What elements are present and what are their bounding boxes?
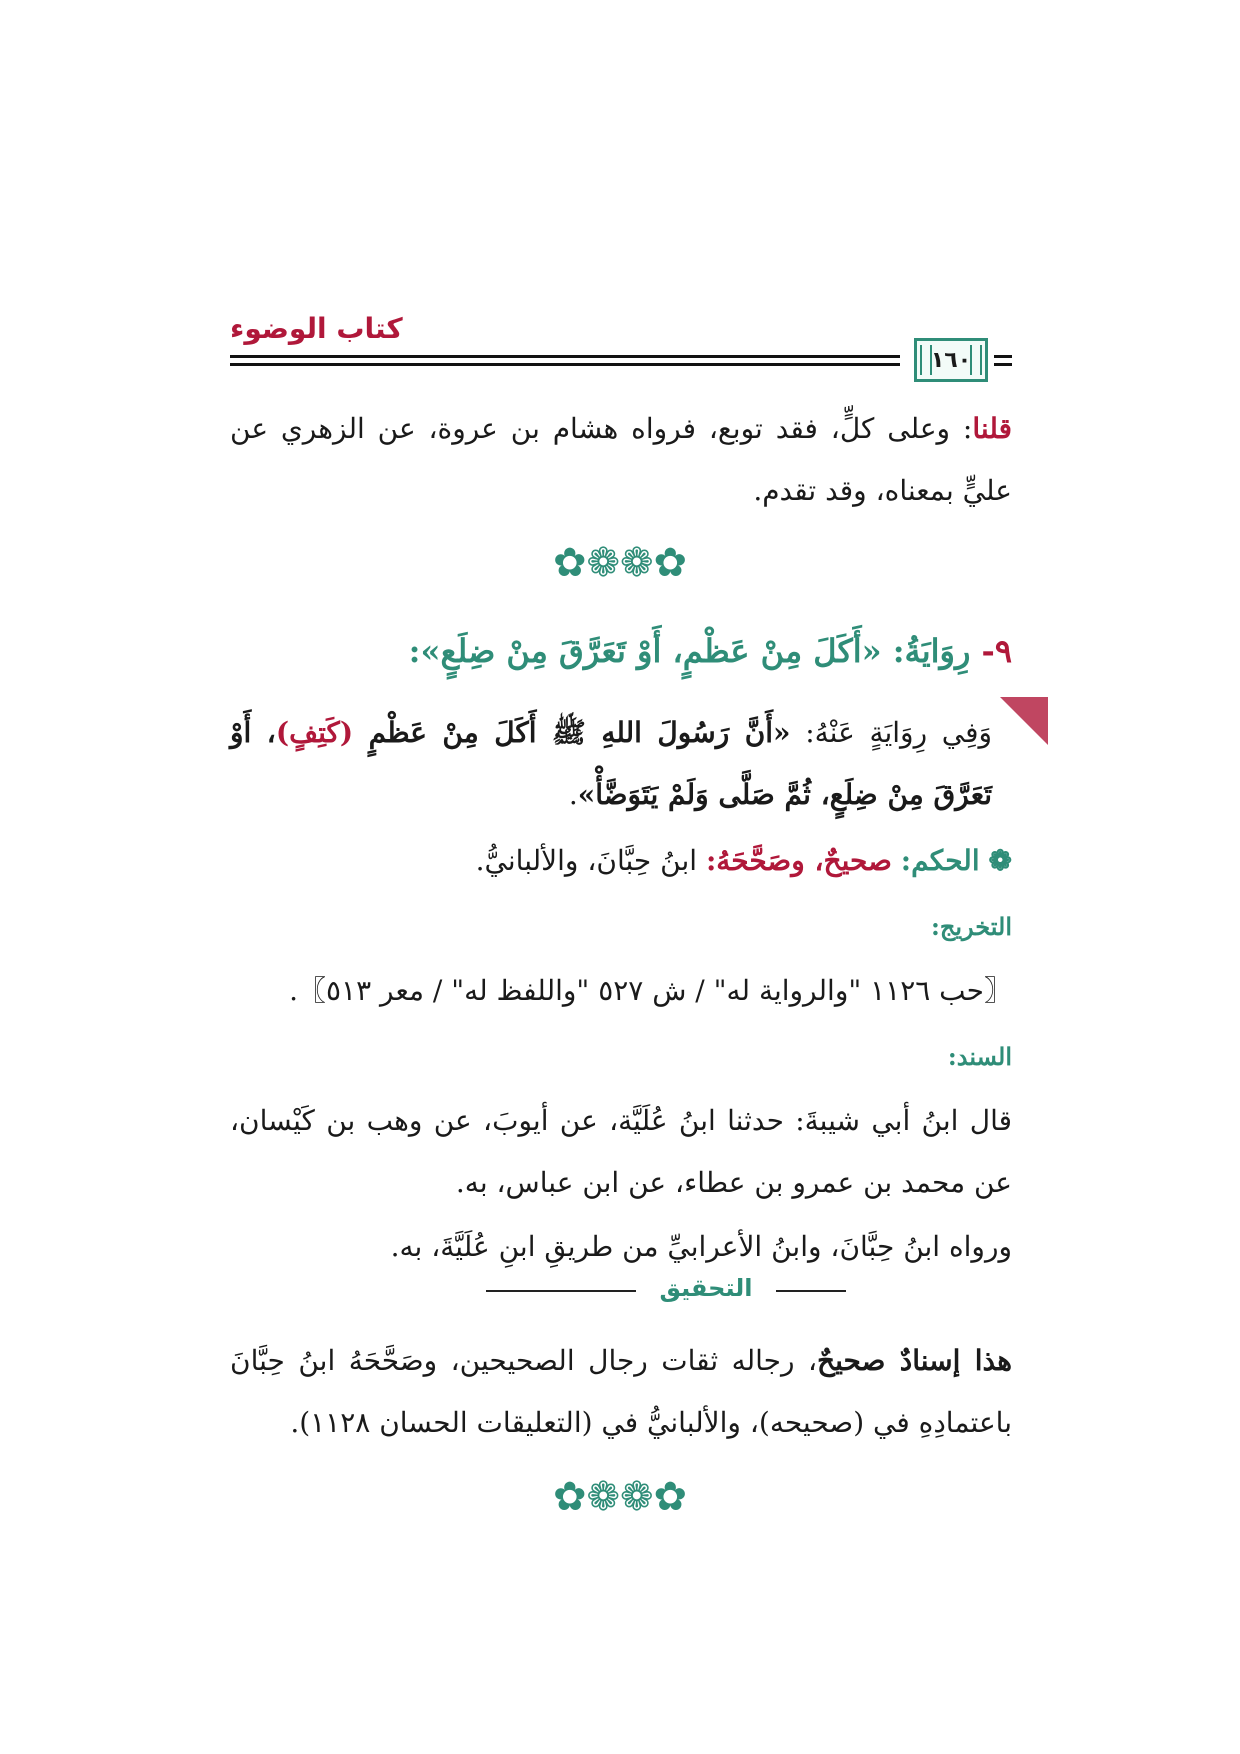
intro-label: قلنا <box>972 412 1012 445</box>
section-ornament: ✿❁❁✿ <box>552 540 688 586</box>
flower-icon: ❁ <box>988 844 1012 877</box>
takhrij-label: التخريج: <box>931 912 1012 941</box>
book-title: كتاب الوضوء <box>230 312 403 345</box>
narration-bold-1: «أَنَّ رَسُولَ اللهِ ﷺ أَكَلَ مِنْ عَظْمٍ <box>353 716 791 749</box>
section-title <box>230 632 1012 670</box>
tahqiq-divider-right <box>776 1290 846 1292</box>
tahqiq-label <box>636 1274 776 1302</box>
corner-decoration <box>1000 697 1048 745</box>
ruling-label: الحكم: <box>900 844 980 877</box>
sanad-text: قال ابنُ أبي شيبةَ: حدثنا ابنُ عُلَيَّة، عن أيوبَ، عن وهب بن كَيْسان، عن محمد بن عمرو بن عطاء، عن ابن عباس، به. <box>230 1104 1012 1199</box>
narration-paragraph <box>230 702 992 826</box>
bottom-ornament: ✿❁❁✿ <box>552 1474 688 1520</box>
ruling-value: صحيحٌ، وصَحَّحَهُ: <box>705 844 892 877</box>
header-rule-left-2 <box>230 363 900 366</box>
rawah-text: ورواه ابنُ حِبَّانَ، وابنُ الأعرابيِّ من طريقِ ابنِ عُلَيَّةَ، به. <box>390 1230 1012 1263</box>
intro-text: : وعلى كلٍّ، فقد توبع، فرواه هشام بن عروة، عن الزهري عن عليٍّ بمعناه، وقد تقدم. <box>230 412 1012 507</box>
page-number-badge <box>914 338 988 382</box>
narration-red: (كَتِفٍ) <box>275 716 354 749</box>
section-title-text: رِوَايَةُ: «أَكَلَ مِنْ عَظْمٍ، أَوْ تَعَرَّقَ مِنْ ضِلَعٍ»: <box>408 632 971 670</box>
tahqiq-text: التحقيق <box>659 1274 753 1302</box>
ruling-line <box>230 830 1012 892</box>
sanad-label: السند: <box>947 1042 1012 1071</box>
header-rule-right <box>994 355 1012 358</box>
header-rule-right-2 <box>994 363 1012 366</box>
intro-paragraph <box>230 398 1012 522</box>
takhrij-text: 〖حب ١١٢٦ "والرواية له" / ش ٥٢٧ "واللفظ له" / معر ٥١٣〗. <box>289 974 1012 1007</box>
narration-prefix: وَفِي رِوَايَةٍ عَنْهُ: <box>790 716 992 749</box>
tahqiq-bold: هذا إسنادٌ صحيحٌ <box>817 1344 1012 1377</box>
tahqiq-body: ، رجاله ثقات رجال الصحيحين، وصَحَّحَهُ ابنُ حِبَّانَ باعتمادِهِ في (صحيحه)، والألبانيُّ في (التعليقات الحسان ١١٢٨). <box>230 1344 1012 1439</box>
header-rule-left <box>230 355 900 358</box>
page-number: ١٦٠ <box>930 347 972 373</box>
section-number: ٩- <box>981 632 1012 670</box>
tahqiq-divider-left <box>486 1290 636 1292</box>
narration-end: . <box>568 778 578 811</box>
narration-bold-2: ، أَوْ تَعَرَّقَ مِنْ ضِلَعٍ، ثُمَّ صَلَّى وَلَمْ يَتَوَضَّأْ» <box>230 716 992 811</box>
tahqiq-paragraph <box>230 1330 1012 1454</box>
ruling-text: ابنُ حِبَّانَ، والألبانيُّ. <box>475 844 698 877</box>
